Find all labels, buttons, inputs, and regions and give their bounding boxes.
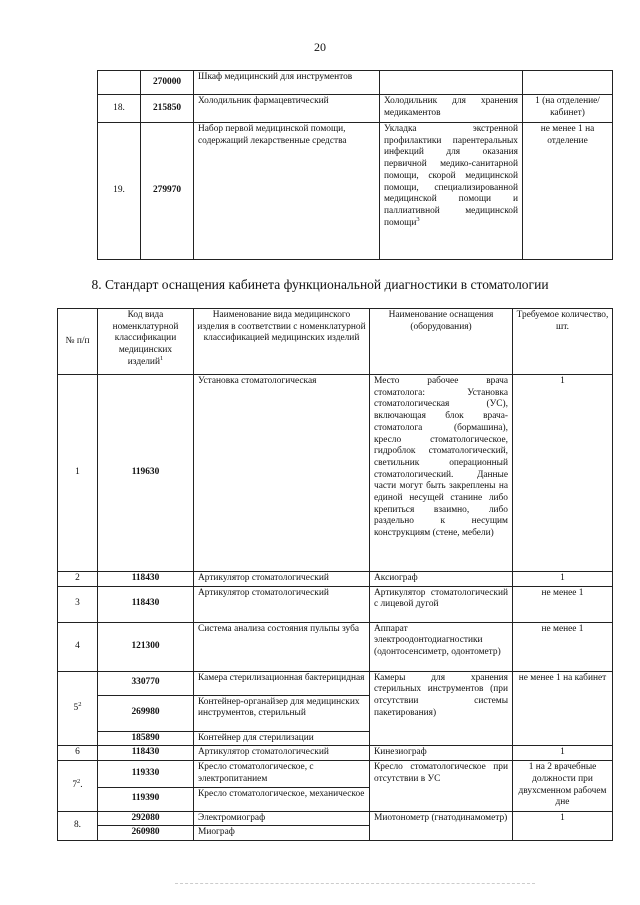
nomenclature-code: 185890 [98,731,194,746]
row-number: 2 [58,572,98,587]
row-number-text: 5 [73,702,79,713]
device-type-name: Контейнер для стерилизации [194,731,370,746]
equipment-name [380,123,523,260]
nomenclature-code: 119390 [98,787,194,811]
table-row [58,811,613,826]
equipment-name: Кресло стоматологическое при отсутствии в УС [370,761,513,811]
device-type-name: Кресло стоматологическое, с электропитанием [194,761,370,787]
nomenclature-code: 269980 [98,695,194,731]
footnote-mark: 1 [159,354,164,362]
device-type-name: Кресло стоматологическое, механическое [194,787,370,811]
table-row [58,572,613,587]
required-quantity: не менее 1 на отделение [523,123,613,260]
required-quantity: 1 [513,572,613,587]
row-number: 19. [98,123,141,260]
row-number [58,761,98,811]
device-type-name: Миограф [194,826,370,841]
nomenclature-code: 118430 [98,586,194,622]
table-row [58,671,613,695]
nomenclature-code: 260980 [98,826,194,841]
row-number: 18. [98,95,141,123]
row-number: 8. [58,811,98,840]
table-row [58,586,613,622]
section-title: 8. Стандарт оснащения кабинета функциональной диагностики в стоматологии [91,277,549,292]
required-quantity: не менее 1 [513,622,613,671]
row-number: 4 [58,622,98,671]
required-quantity: не менее 1 [513,586,613,622]
equipment-name: Место рабочее врача стоматолога: Установка стоматологическая (УС), включающая блок врача-стоматолога (бормашина), кресло стоматологическое, гидроблок стоматологический, светильник операционный стоматологический. Данные части могут быть закреплены на единой несущей станине либо крепиться взаимно, либо раздельно к несущим конструкциям (стене, мебели) [370,375,513,572]
row-number [98,71,141,95]
equipment-name: Миотонометр (гнатодинамометр) [370,811,513,840]
device-type-name: Электромиограф [194,811,370,826]
table-row [98,71,613,95]
device-type-name: Артикулятор стоматологический [194,586,370,622]
required-quantity: 1 на 2 врачебные должности при двухсменном рабочем дне [513,761,613,811]
nomenclature-code: 119630 [98,375,194,572]
footnote-mark: 3 [416,215,420,223]
header-number: № п/п [58,309,98,375]
row-number-dot: . [80,779,83,790]
table-row [58,622,613,671]
equipment-standard-table [57,308,613,841]
nomenclature-code: 270000 [141,71,194,95]
row-number-text: 7 [72,779,78,790]
device-type-name: Камера стерилизационная бактерицидная [194,671,370,695]
nomenclature-code: 279970 [141,123,194,260]
row-number: 3 [58,586,98,622]
required-quantity: 1 [513,811,613,840]
header-equipment: Наименование оснащения (оборудования) [370,309,513,375]
row-number: 6 [58,746,98,761]
device-type-name: Система анализа состояния пульпы зуба [194,622,370,671]
header-code [98,309,194,375]
required-quantity: 1 [513,746,613,761]
equipment-name: Аксиограф [370,572,513,587]
required-quantity: не менее 1 на кабинет [513,671,613,746]
nomenclature-code: 119330 [98,761,194,787]
device-type-name: Холодильник фармацевтический [194,95,380,123]
nomenclature-code: 330770 [98,671,194,695]
table-row [58,761,613,787]
nomenclature-code: 292080 [98,811,194,826]
footnote-mark: 2 [77,777,81,785]
header-quantity: Требуемое количество, шт. [513,309,613,375]
equipment-name: Артикулятор стоматологический с лицевой дугой [370,586,513,622]
required-quantity: 1 (на отделение/ кабинет) [523,95,613,123]
nomenclature-code: 215850 [141,95,194,123]
device-type-name: Установка стоматологическая [194,375,370,572]
header-code-text: Код вида номенклатурной классификации медицинских изделий [112,310,179,367]
scan-edge-line [175,883,535,884]
equipment-name: Кинезиограф [370,746,513,761]
table-row [58,375,613,572]
equipment-table-continued [97,70,613,260]
equipment-name-text: Укладка экстренной профилактики парентеральных инфекций для оказания первичной медико-санитарной помощи, скорой медицинской помощи, специализированной медицинской помощи и паллиативной медицинской помощи [384,124,518,228]
device-type-name: Артикулятор стоматологический [194,572,370,587]
equipment-name: Холодильник для хранения медикаментов [380,95,523,123]
equipment-name: Камеры для хранения стерильных инструментов (при отсутствии системы пакетирования) [370,671,513,746]
table-header-row [58,309,613,375]
header-device-name: Наименование вида медицинского изделия в соответствии с номенклатурной классификацией медицинских изделий [194,309,370,375]
device-type-name: Набор первой медицинской помощи, содержащий лекарственные средства [194,123,380,260]
row-number: 1 [58,375,98,572]
footnote-mark: 2 [78,700,82,708]
device-type-name: Шкаф медицинский для инструментов [194,71,380,95]
table-row [98,123,613,260]
page-number: 20 [314,40,326,54]
nomenclature-code: 118430 [98,572,194,587]
nomenclature-code: 121300 [98,622,194,671]
nomenclature-code: 118430 [98,746,194,761]
required-quantity: 1 [513,375,613,572]
equipment-name: Аппарат электроодонтодиагностики (одонтосенсиметр, одонтометр) [370,622,513,671]
required-quantity [523,71,613,95]
device-type-name: Контейнер-органайзер для медицинских инструментов, стерильный [194,695,370,731]
table-row [98,95,613,123]
table-row [58,746,613,761]
equipment-name [380,71,523,95]
row-number [58,671,98,746]
device-type-name: Артикулятор стоматологический [194,746,370,761]
